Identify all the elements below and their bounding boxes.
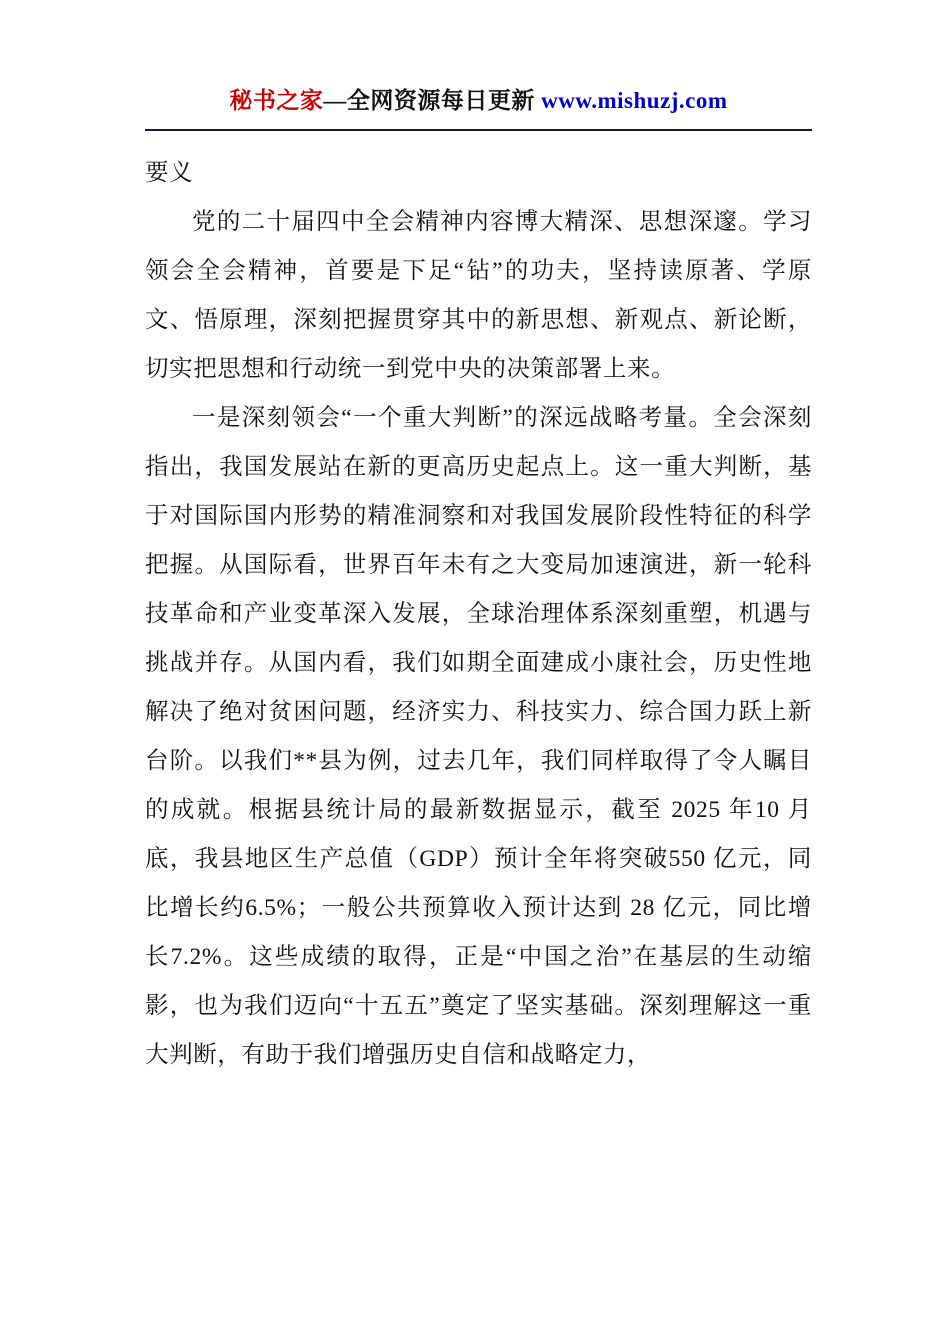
site-url-link[interactable]: www.mishuzj.com — [541, 88, 728, 113]
site-name: 秘书之家 — [229, 88, 324, 113]
section-heading: 要义 — [145, 160, 194, 186]
paragraph-intro: 党的二十届四中全会精神内容博大精深、思想深邃。学习领会全会精神，首要是下足“钻”的功夫，坚持读原著、学原文、悟原理，深刻把握贯穿其中的新思想、新观点、新论断，切实把思想和行动统一到党中央的决策部署上来。 — [145, 209, 812, 382]
page-header — [145, 82, 812, 131]
paragraph-first-point: 一是深刻领会“一个重大判断”的深远战略考量。全会深刻指出，我国发展站在新的更高历史起点上。这一重大判断，基于对国际国内形势的精准洞察和对我国发展阶段性特征的科学把握。从国际看，世界百年未有之大变局加速演进，新一轮科技革命和产业变革深入发展，全球治理体系深刻重塑，机遇与挑战并存。从国内看，我们如期全面建成小康社会，历史性地解决了绝对贫困问题，经济实力、科技实力、综合国力跃上新台阶。以我们**县为例，过去几年，我们同样取得了令人瞩目的成就。根据县统计局的最新数据显示，截至 2025 年10 月底，我县地区生产总值（GDP）预计全年将突破550 亿元，同比增长约6.5%；一般公共预算收入预计达到 28 亿元，同比增长7.2%。这些成绩的取得，正是“中国之治”在基层的生动缩影，也为我们迈向“十五五”奠定了坚实基础。深刻理解这一重大判断，有助于我们增强历史自信和战略定力， — [145, 405, 812, 1068]
document-body — [145, 149, 812, 1080]
header-tagline: —全网资源每日更新 — [323, 88, 542, 113]
